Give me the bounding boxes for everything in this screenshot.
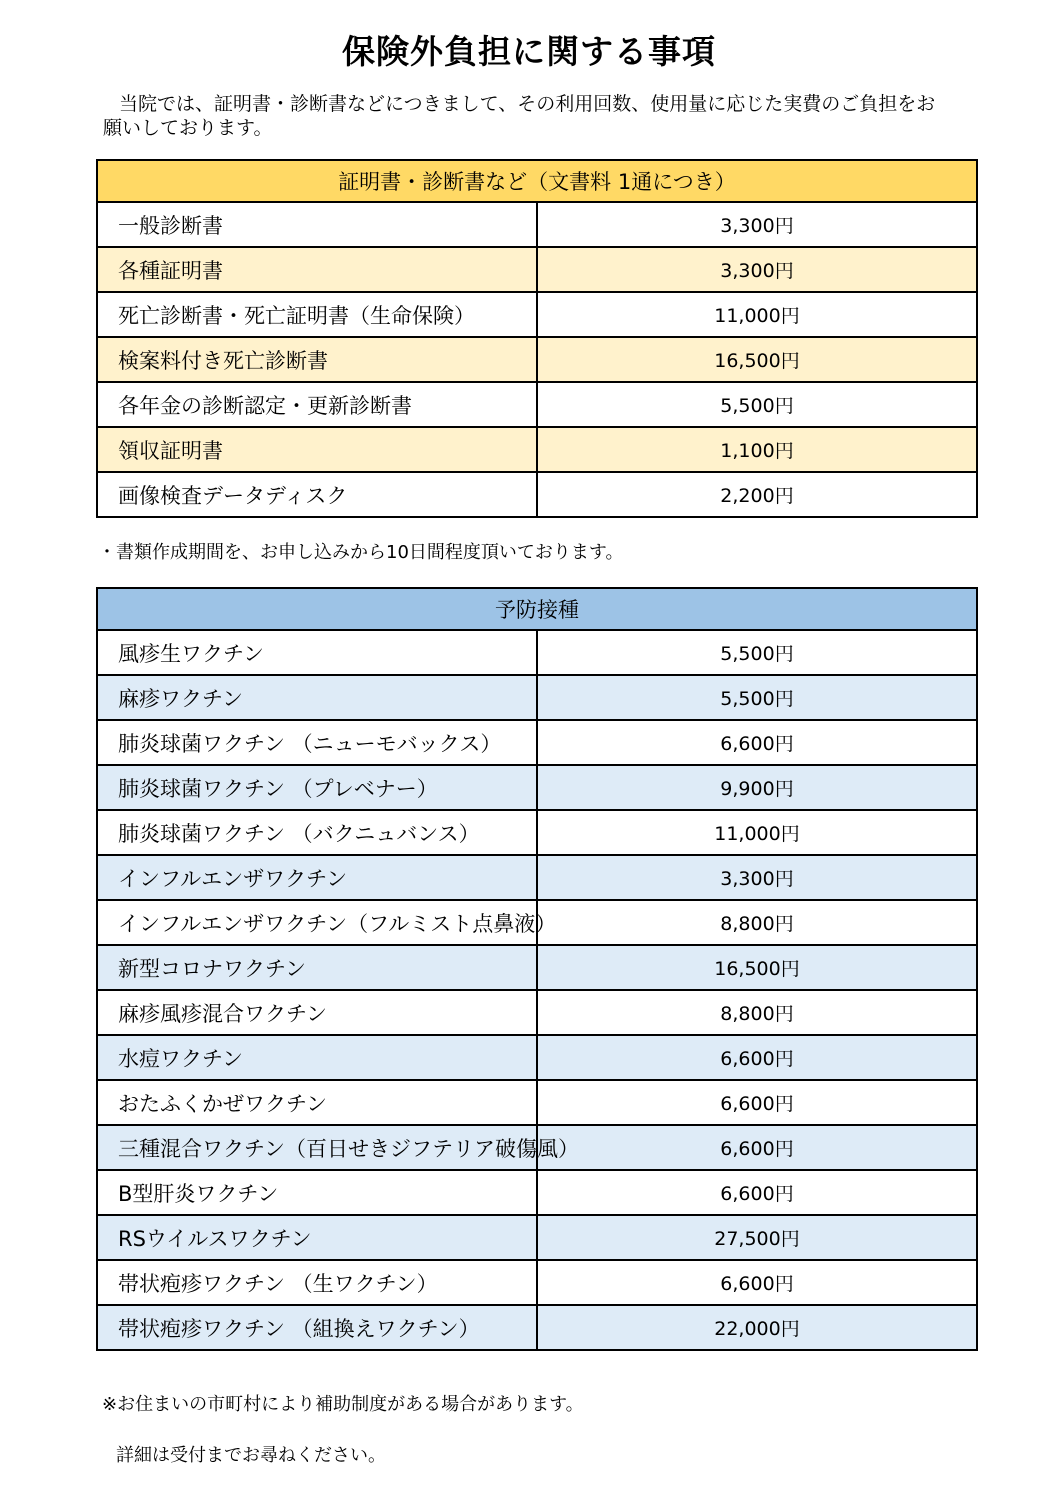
item-name: 肺炎球菌ワクチン （ニューモバックス） (97, 720, 537, 765)
table-row (97, 900, 977, 945)
table-row (97, 1035, 977, 1080)
item-name: RSウイルスワクチン (97, 1215, 537, 1260)
item-name: 帯状疱疹ワクチン （生ワクチン） (97, 1260, 537, 1305)
item-name: 麻疹風疹混合ワクチン (97, 990, 537, 1035)
item-name: 麻疹ワクチン (97, 675, 537, 720)
item-name: 肺炎球菌ワクチン （プレベナー） (97, 765, 537, 810)
item-name: 風疹生ワクチン (97, 630, 537, 675)
table-row (97, 945, 977, 990)
documents-header: 証明書・診断書など（文書料 1通につき） (97, 160, 977, 202)
table-row (97, 855, 977, 900)
subsidy-note: ※お住まいの市町村により補助制度がある場合があります。 (102, 1394, 584, 1415)
item-price: 8,800円 (537, 900, 977, 945)
table-row (97, 1125, 977, 1170)
table-row (97, 472, 977, 517)
table-row (97, 1170, 977, 1215)
item-price: 6,600円 (537, 1080, 977, 1125)
item-price: 3,300円 (537, 202, 977, 247)
item-name: 画像検査データディスク (97, 472, 537, 517)
documents-fee-table (96, 159, 978, 518)
table-row (97, 765, 977, 810)
table-row (97, 427, 977, 472)
item-price: 6,600円 (537, 1170, 977, 1215)
page-title: 保険外負担に関する事項 (342, 32, 716, 71)
table-row (97, 382, 977, 427)
item-name: インフルエンザワクチン (97, 855, 537, 900)
table-row (97, 1080, 977, 1125)
table-row (97, 810, 977, 855)
item-price: 16,500円 (537, 337, 977, 382)
reception-note: 詳細は受付までお尋ねください。 (116, 1445, 386, 1466)
item-price: 8,800円 (537, 990, 977, 1035)
item-price: 3,300円 (537, 247, 977, 292)
item-price: 27,500円 (537, 1215, 977, 1260)
item-price: 6,600円 (537, 1035, 977, 1080)
item-price: 11,000円 (537, 292, 977, 337)
item-price: 9,900円 (537, 765, 977, 810)
item-price: 1,100円 (537, 427, 977, 472)
intro-line-1: 当院では、証明書・診断書などにつきまして、その利用回数、使用量に応じた実費のご負担をお (119, 93, 936, 115)
item-name: 死亡診断書・死亡証明書（生命保険） (97, 292, 537, 337)
table-row (97, 337, 977, 382)
intro-line-2: 願いしております。 (103, 117, 273, 139)
item-price: 5,500円 (537, 675, 977, 720)
item-price: 16,500円 (537, 945, 977, 990)
item-name: B型肝炎ワクチン (97, 1170, 537, 1215)
documents-note: ・書類作成期間を、お申し込みから10日間程度頂いております。 (98, 542, 624, 563)
item-price: 2,200円 (537, 472, 977, 517)
item-price: 5,500円 (537, 382, 977, 427)
item-name: 帯状疱疹ワクチン （組換えワクチン） (97, 1305, 537, 1350)
item-name: 三種混合ワクチン（百日せきジフテリア破傷風） (97, 1125, 537, 1170)
item-name: 領収証明書 (97, 427, 537, 472)
item-name: 各年金の診断認定・更新診断書 (97, 382, 537, 427)
table-row (97, 202, 977, 247)
item-name: 一般診断書 (97, 202, 537, 247)
table-row (97, 247, 977, 292)
item-price: 11,000円 (537, 810, 977, 855)
item-name: 検案料付き死亡診断書 (97, 337, 537, 382)
vaccinations-header-row (97, 588, 977, 630)
vaccinations-header: 予防接種 (97, 588, 977, 630)
item-price: 6,600円 (537, 720, 977, 765)
intro-text (103, 92, 983, 140)
item-name: おたふくかぜワクチン (97, 1080, 537, 1125)
documents-header-row (97, 160, 977, 202)
table-row (97, 1305, 977, 1350)
table-row (97, 990, 977, 1035)
table-row (97, 292, 977, 337)
item-name: 肺炎球菌ワクチン （バクニュバンス） (97, 810, 537, 855)
item-name: 新型コロナワクチン (97, 945, 537, 990)
item-price: 6,600円 (537, 1125, 977, 1170)
table-row (97, 675, 977, 720)
item-name: 水痘ワクチン (97, 1035, 537, 1080)
item-name: 各種証明書 (97, 247, 537, 292)
item-price: 5,500円 (537, 630, 977, 675)
table-row (97, 630, 977, 675)
item-price: 22,000円 (537, 1305, 977, 1350)
item-price: 3,300円 (537, 855, 977, 900)
vaccination-fee-table (96, 587, 978, 1351)
table-row (97, 1215, 977, 1260)
item-name: インフルエンザワクチン（フルミスト点鼻液） (97, 900, 537, 945)
item-price: 6,600円 (537, 1260, 977, 1305)
table-row (97, 720, 977, 765)
table-row (97, 1260, 977, 1305)
